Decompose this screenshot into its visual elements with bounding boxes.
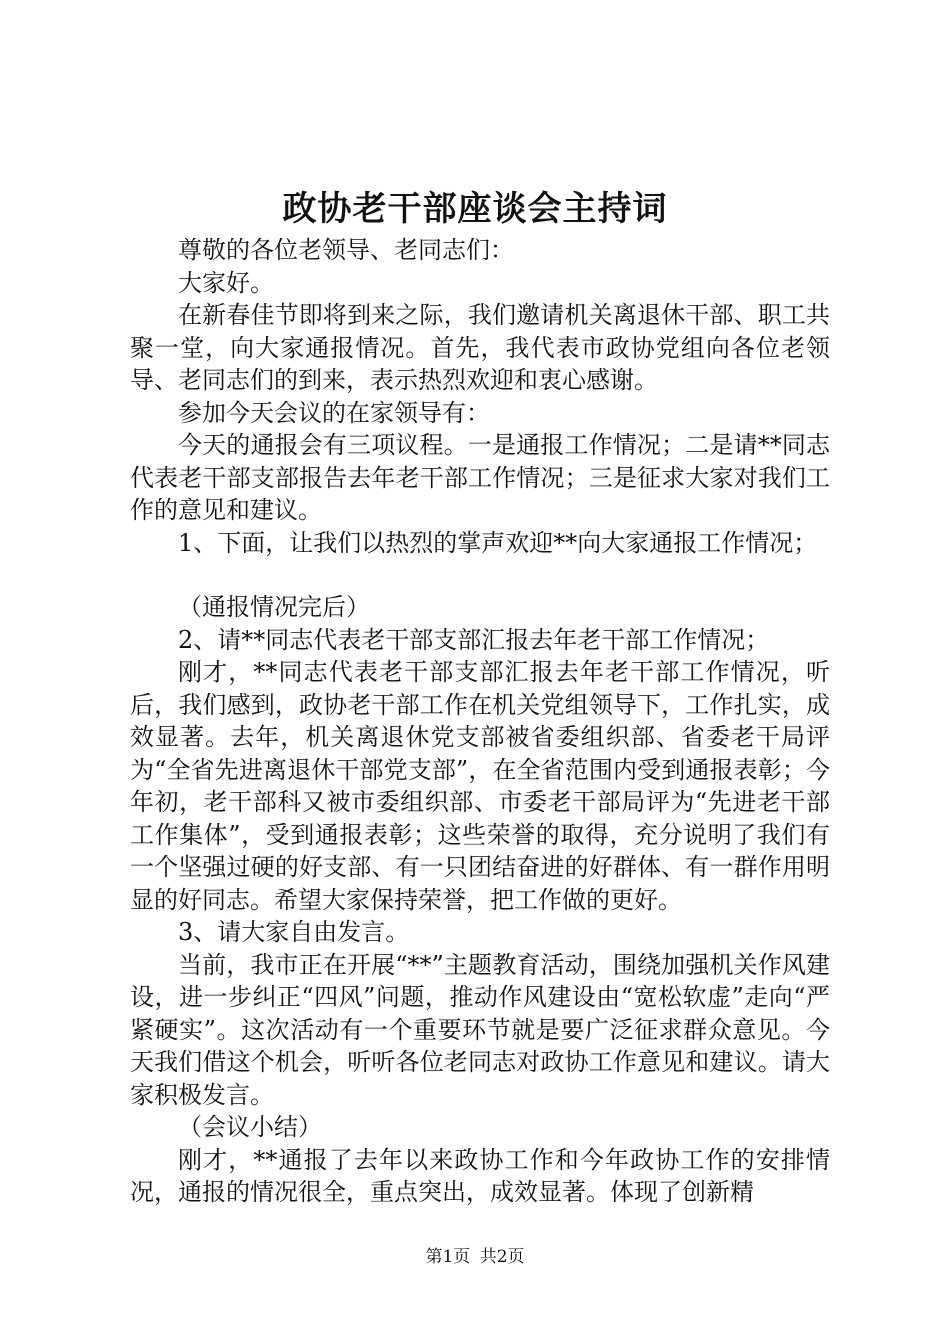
page-number: 第1页 [425,1247,471,1267]
paragraph-attending-leaders: 参加今天会议的在家领导有： [178,398,490,427]
paragraph-agenda-item-1: 1、下面，让我们以热烈的掌声欢迎**向大家通报工作情况； [178,528,818,557]
paragraph-salutation: 尊敬的各位老领导、老同志们： [178,236,514,264]
paragraph-current-activity: 当前，我市正在开展“**”主题教育活动，围绕加强机关作风建设，进一步纠正“四风”问题，推动作风建设由“宽松软虚”走向“严紧硬实”。这次活动有一个重要环节就是要广泛征求群众意见。今天我们借这个机会，听听各位老同志对政协工作意见和建议。请大家积极发言。 [130,950,830,1109]
document-title: 政协老干部座谈会主持词 [282,189,668,229]
paragraph-agenda-item-3: 3、请大家自由发言。 [178,918,410,946]
page-footer [0,1246,950,1268]
paragraph-stage-note-2: （会议小结） [178,1113,322,1141]
paragraph-greeting: 大家好。 [178,268,274,297]
paragraph-agenda-item-2: 2、请**同志代表老干部支部汇报去年老干部工作情况； [178,625,770,654]
paragraph-opening: 在新春佳节即将到来之际，我们邀请机关离退休干部、职工共聚一堂，向大家通报情况。首先，我代表市政协党组向各位老领导、老同志们的到来，表示热烈欢迎和衷心感谢。 [130,301,830,394]
page-total: 共2页 [479,1247,525,1267]
document-body [130,234,830,1209]
paragraph-summary: 刚才，**通报了去年以来政协工作和今年政协工作的安排情况，通报的情况很全，重点突出，成效显著。体现了创新精 [130,1145,830,1206]
paragraph-review: 刚才，**同志代表老干部支部汇报去年老干部工作情况，听后，我们感到，政协老干部工作在机关党组领导下，工作扎实，成效显著。去年，机关离退休党支部被省委组织部、省委老干局评为“全省先进离退休干部党支部”，在全省范围内受到通报表彰；今年初，老干部科又被市委组织部、市委老干部局评为“先进老干部工作集体”，受到通报表彰；这些荣誉的取得，充分说明了我们有一个坚强过硬的好支部、有一只团结奋进的好群体、有一群作用明显的好同志。希望大家保持荣誉，把工作做的更好。 [130,658,830,914]
paragraph-agenda: 今天的通报会有三项议程。一是通报工作情况；二是请**同志代表老干部支部报告去年老干部工作情况；三是征求大家对我们工作的意见和建议。 [130,431,830,524]
paragraph-stage-note-1: （通报情况完后） [178,593,370,621]
